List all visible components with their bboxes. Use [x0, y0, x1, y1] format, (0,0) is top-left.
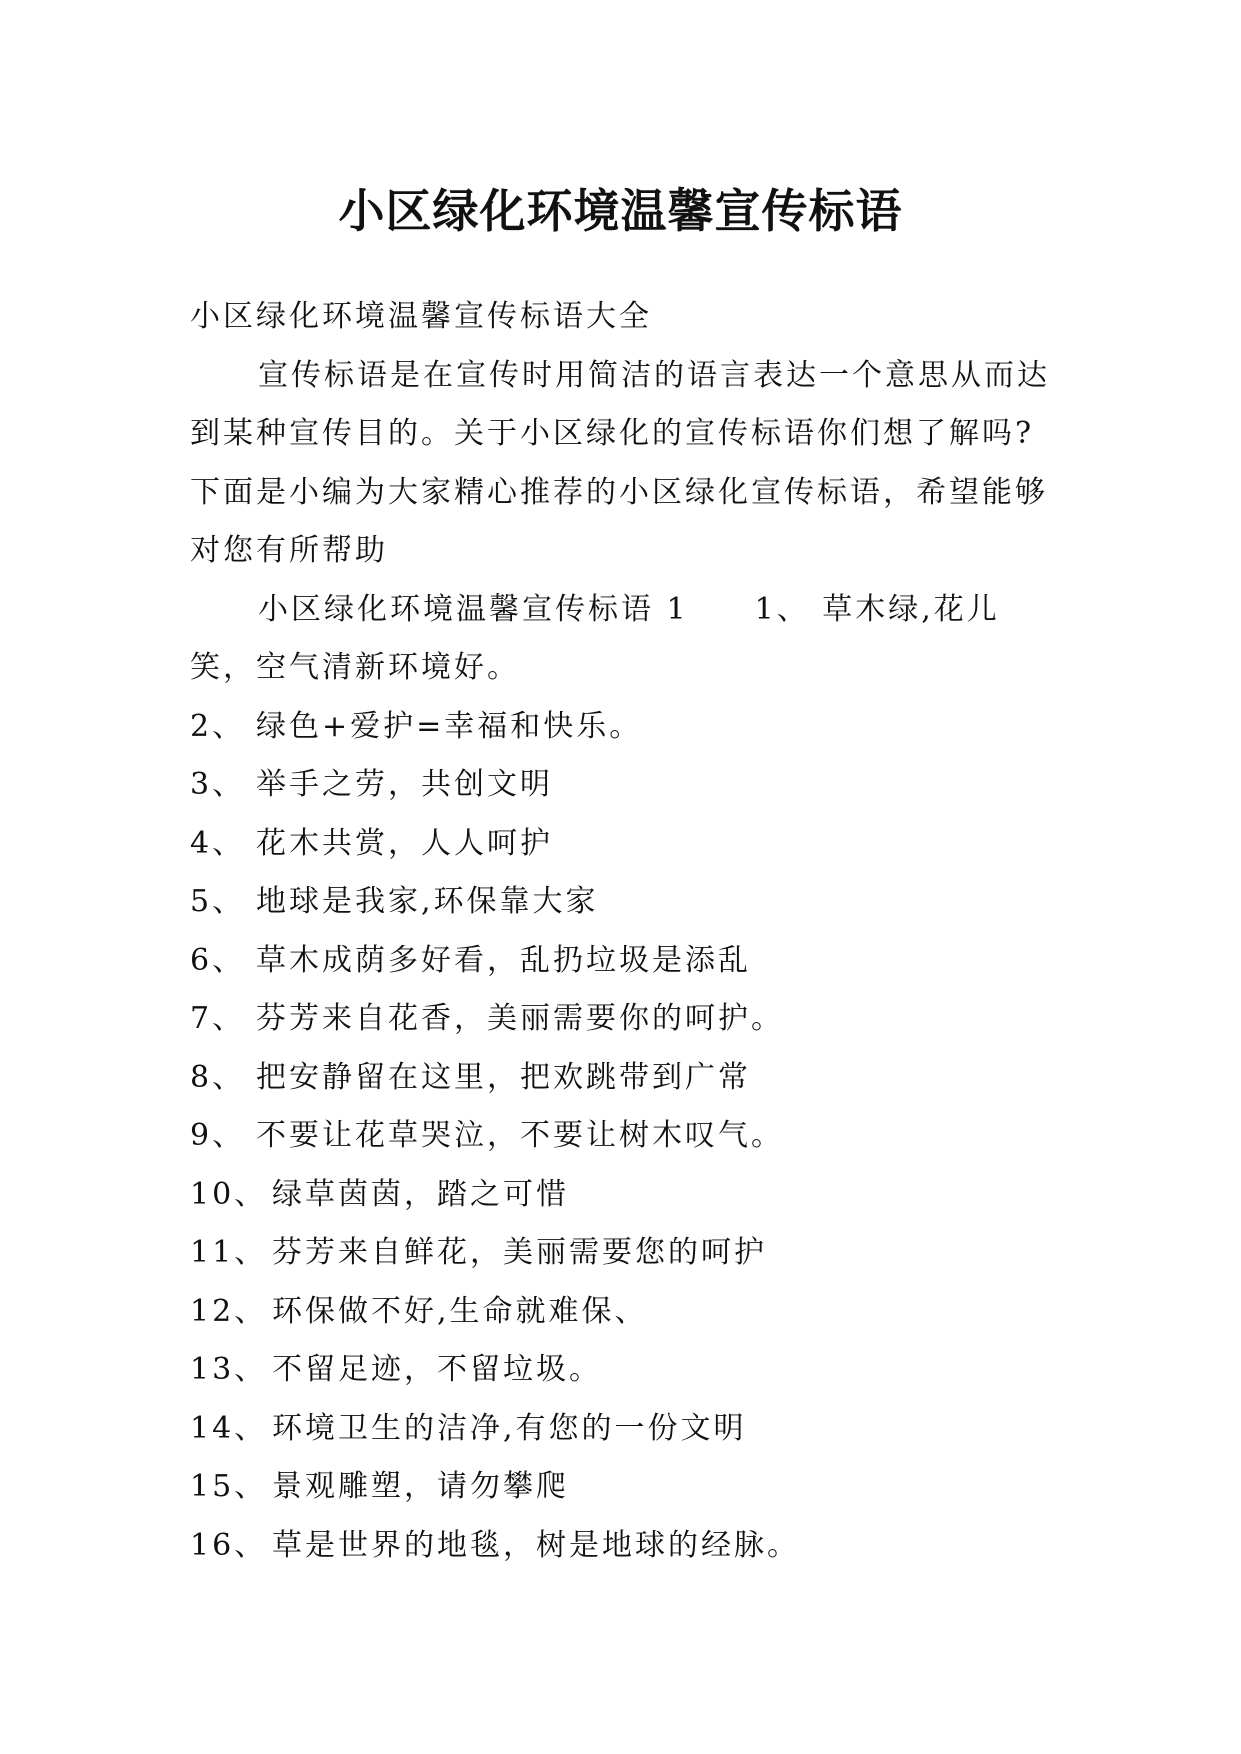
list-item-number: 11、 — [190, 1235, 268, 1270]
list-item-text: 环保做不好,生命就难保、 — [272, 1293, 648, 1329]
list-item — [190, 1107, 1055, 1166]
list-item-text: 地球是我家,环保靠大家 — [256, 884, 599, 919]
list-item-number: 7、 — [190, 1001, 246, 1036]
list-item — [190, 698, 1055, 757]
list-item-number: 10、 — [190, 1176, 268, 1212]
list-item — [190, 1517, 1055, 1576]
list-item-text: 芬芳来自鲜花，美丽需要您的呵护 — [272, 1235, 767, 1270]
list-item-text: 芬芳来自花香，美丽需要你的呵护。 — [256, 1001, 784, 1036]
list-item-number: 5、 — [190, 884, 246, 919]
list-item-text: 景观雕塑，请勿攀爬 — [272, 1469, 569, 1504]
list-item-text: 绿色+爱护=幸福和快乐。 — [256, 708, 643, 744]
list-item-number: 3、 — [190, 767, 246, 802]
list-item-number: 14、 — [190, 1410, 268, 1446]
list-item-number: 16、 — [190, 1527, 268, 1563]
list-item-number: 8、 — [190, 1059, 246, 1095]
list-item-number: 13、 — [190, 1352, 268, 1387]
list-item-number: 9、 — [190, 1118, 246, 1153]
list-item-text: 草木成荫多好看，乱扔垃圾是添乱 — [256, 942, 751, 978]
list-item — [190, 1049, 1055, 1108]
list-item — [190, 1341, 1055, 1400]
list-item-text: 花木共赏，人人呵护 — [256, 825, 553, 861]
list-item-number: 2、 — [190, 708, 246, 744]
list-item — [190, 756, 1055, 815]
list-item-number: 4、 — [190, 825, 246, 861]
list-item-text: 把安静留在这里，把欢跳带到广常 — [256, 1059, 751, 1095]
list-item-number: 6、 — [190, 942, 246, 978]
list-item-text: 环境卫生的洁净,有您的一份文明 — [272, 1410, 747, 1446]
document-body — [190, 288, 1055, 1575]
slogan-list — [190, 698, 1055, 1576]
list-item-text: 举手之劳，共创文明 — [256, 767, 553, 802]
list-item-text: 草是世界的地毯，树是地球的经脉。 — [272, 1527, 800, 1563]
list-item — [190, 932, 1055, 991]
list-item-number: 15、 — [190, 1469, 268, 1504]
list-item — [190, 815, 1055, 874]
list-item — [190, 873, 1055, 932]
section-1-paragraph: 小区绿化环境温馨宣传标语 1 1、 草木绿,花儿笑，空气清新环境好。 — [190, 591, 1000, 685]
list-item — [190, 1166, 1055, 1225]
list-item — [190, 990, 1055, 1049]
list-item — [190, 1283, 1055, 1342]
list-item-text: 绿草茵茵，踏之可惜 — [272, 1176, 569, 1212]
list-item — [190, 1224, 1055, 1283]
list-item-number: 12、 — [190, 1293, 268, 1329]
list-item-text: 不要让花草哭泣，不要让树木叹气。 — [256, 1118, 784, 1153]
subtitle: 小区绿化环境温馨宣传标语大全 — [190, 299, 652, 334]
list-item-text: 不留足迹，不留垃圾。 — [272, 1352, 602, 1387]
list-item — [190, 1400, 1055, 1459]
list-item — [190, 1458, 1055, 1517]
intro-paragraph: 宣传标语是在宣传时用简洁的语言表达一个意思从而达到某种宣传目的。关于小区绿化的宣传标语你们想了解吗?下面是小编为大家精心推荐的小区绿化宣传标语，希望能够对您有所帮助 — [190, 357, 1050, 568]
page-title: 小区绿化环境温馨宣传标语 — [338, 183, 903, 238]
